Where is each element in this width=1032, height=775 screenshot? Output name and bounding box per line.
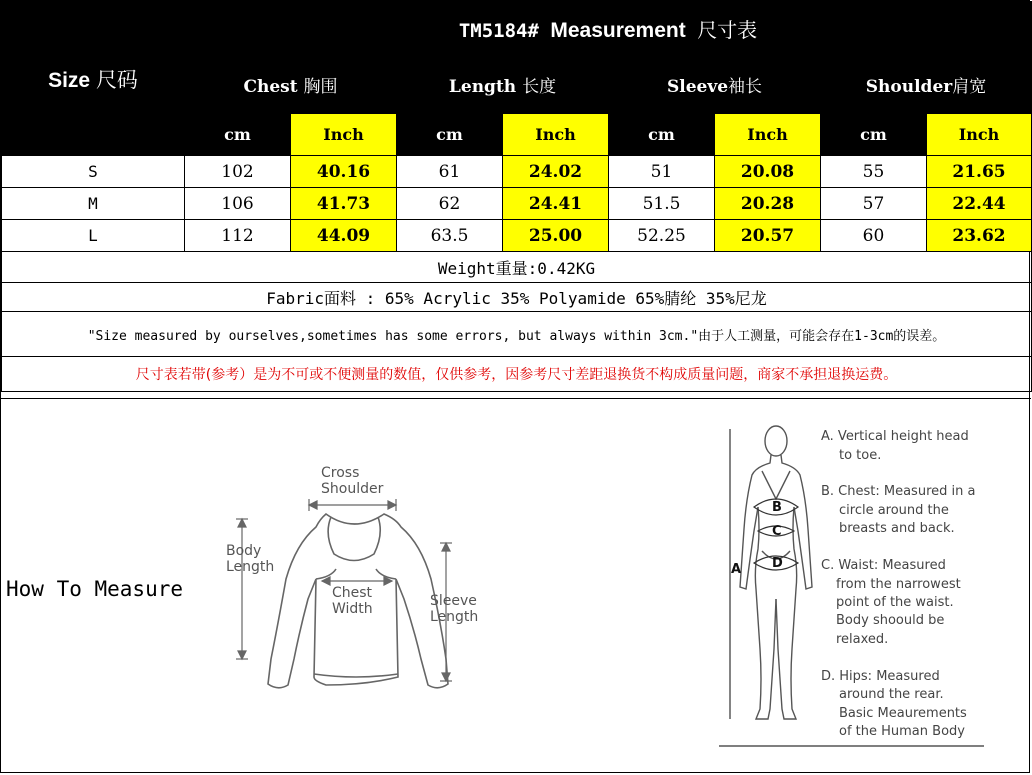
- cross-shoulder-label: Cross: [321, 465, 360, 481]
- unit-cm: cm: [397, 114, 503, 156]
- body-length-label: Length: [226, 559, 275, 575]
- size-label: L: [2, 220, 185, 252]
- how-to-measure-label: How To Measure: [6, 577, 184, 601]
- reference-warning: 尺寸表若带(参考）是为不可或不便测量的数值，仅供参考，因参考尺寸差距退换货不构成质量问题，商家不承担退换运费。: [2, 357, 1032, 392]
- legend-c: point of the waist.: [836, 595, 954, 610]
- cell-cm: 61: [397, 156, 503, 188]
- size-header: [2, 2, 185, 156]
- legend-d: D. Hips: Measured: [821, 669, 940, 684]
- marker-a: A: [731, 562, 742, 577]
- cell-inch: 23.62: [927, 220, 1032, 252]
- cell-cm: 51: [609, 156, 715, 188]
- title-cn: 尺寸表: [697, 17, 758, 42]
- table-row: [2, 188, 1032, 220]
- marker-d: D: [772, 556, 783, 571]
- title-measurement: Measurement: [550, 18, 686, 42]
- unit-inch: Inch: [503, 114, 609, 156]
- cell-inch: 20.28: [715, 188, 821, 220]
- group-sleeve: Sleeve袖长: [609, 55, 821, 114]
- cell-inch: 20.08: [715, 156, 821, 188]
- legend-b: B. Chest: Measured in a: [821, 484, 976, 499]
- cell-cm: 102: [185, 156, 291, 188]
- cell-inch: 40.16: [291, 156, 397, 188]
- cell-cm: 63.5: [397, 220, 503, 252]
- legend-a: A. Vertical height head: [821, 429, 969, 444]
- how-to-measure-section: [1, 398, 1031, 775]
- cell-cm: 60: [821, 220, 927, 252]
- cell-inch: 41.73: [291, 188, 397, 220]
- cell-cm: 112: [185, 220, 291, 252]
- size-label: M: [2, 188, 185, 220]
- size-header-cn: 尺码: [95, 67, 138, 92]
- cell-cm: 57: [821, 188, 927, 220]
- cell-cm: 51.5: [609, 188, 715, 220]
- legend-a: to toe.: [839, 448, 882, 463]
- sweater-diagram: [216, 459, 496, 699]
- unit-inch: Inch: [291, 114, 397, 156]
- legend-c: relaxed.: [836, 632, 889, 647]
- chart-title: [185, 2, 1032, 55]
- legend-d: around the rear.: [839, 687, 944, 702]
- cell-cm: 52.25: [609, 220, 715, 252]
- legend-c: Body shoould be: [836, 613, 945, 628]
- cell-cm: 106: [185, 188, 291, 220]
- size-header-en: Size: [48, 68, 91, 92]
- weight-line: Weight重量:0.42KG: [2, 252, 1032, 283]
- cell-cm: 62: [397, 188, 503, 220]
- table-row: [2, 220, 1032, 252]
- measurement-note: "Size measured by ourselves,sometimes has some errors, but always within 3cm."由于人工测量，可能会存在1-3cm的误差。: [2, 312, 1032, 357]
- cell-cm: 55: [821, 156, 927, 188]
- marker-c: C: [772, 524, 782, 539]
- legend-c: C. Waist: Measured: [821, 558, 946, 573]
- size-label: S: [2, 156, 185, 188]
- cell-inch: 24.02: [503, 156, 609, 188]
- legend-b: circle around the: [839, 503, 949, 518]
- unit-inch: Inch: [927, 114, 1032, 156]
- body-length-label: Body: [226, 543, 262, 559]
- group-chest: Chest 胸围: [185, 55, 397, 114]
- cell-inch: 24.41: [503, 188, 609, 220]
- unit-cm: cm: [821, 114, 927, 156]
- sleeve-length-label: Sleeve: [430, 593, 477, 609]
- cross-shoulder-label: Shoulder: [321, 481, 384, 497]
- sleeve-length-label: Length: [430, 609, 479, 625]
- title-code: TM5184#: [458, 19, 539, 42]
- unit-cm: cm: [185, 114, 291, 156]
- cell-inch: 22.44: [927, 188, 1032, 220]
- unit-cm: cm: [609, 114, 715, 156]
- legend-d: Basic Meaurements: [839, 706, 967, 721]
- group-length: Length 长度: [397, 55, 609, 114]
- legend-d: of the Human Body: [839, 724, 965, 739]
- legend-c: from the narrowest: [836, 577, 961, 592]
- unit-inch: Inch: [715, 114, 821, 156]
- chest-width-label: Width: [332, 601, 373, 617]
- chest-width-label: Chest: [332, 585, 373, 601]
- cell-inch: 21.65: [927, 156, 1032, 188]
- table-row: [2, 156, 1032, 188]
- fabric-line: Fabric面料 : 65% Acrylic 35% Polyamide 65%腈纶 35%尼龙: [2, 283, 1032, 312]
- cell-inch: 20.57: [715, 220, 821, 252]
- marker-b: B: [772, 500, 782, 515]
- cell-inch: 25.00: [503, 220, 609, 252]
- body-measurement-diagram: [716, 419, 1006, 749]
- group-shoulder: Shoulder肩宽: [821, 55, 1032, 114]
- size-table: [1, 1, 1032, 392]
- legend-b: breasts and back.: [839, 521, 955, 536]
- cell-inch: 44.09: [291, 220, 397, 252]
